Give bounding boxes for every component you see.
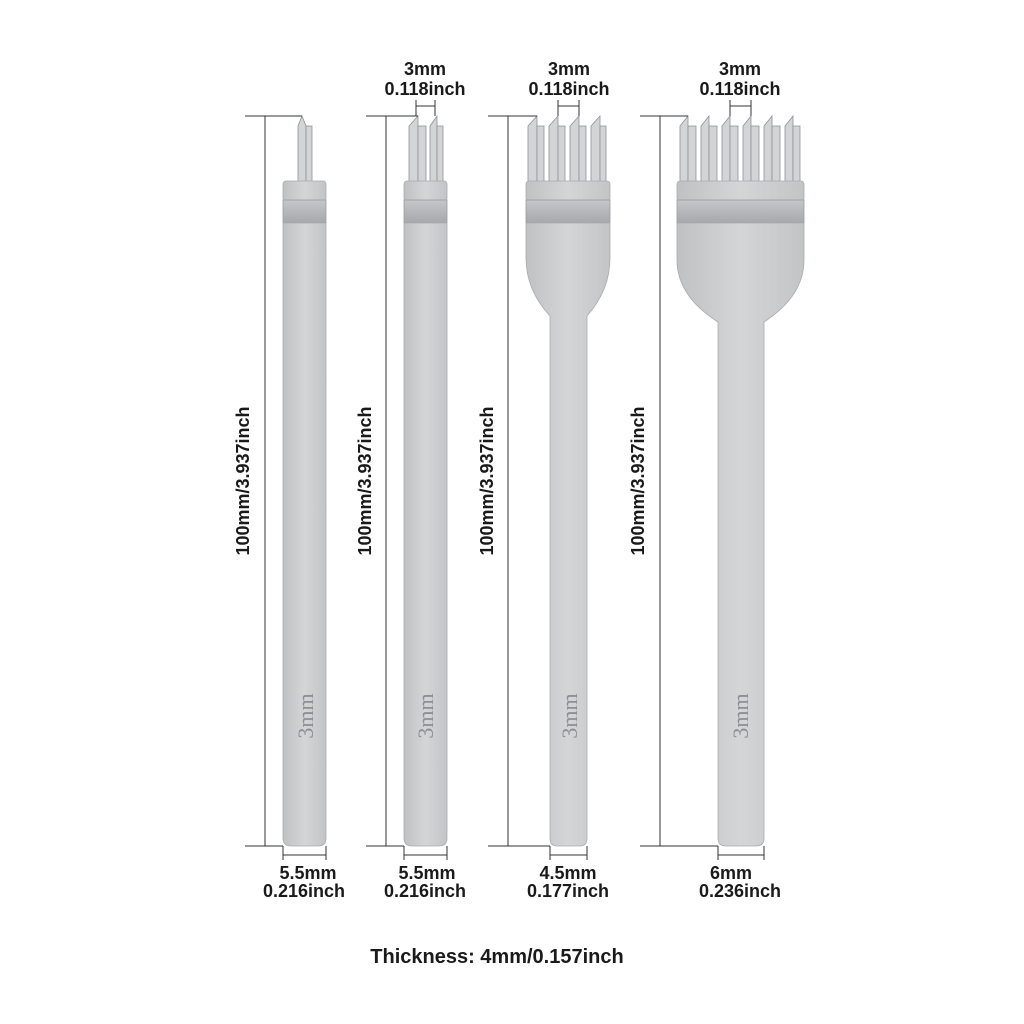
tool-2-prong-2b [437,126,443,182]
tool-1-head [283,181,326,201]
tool-4-spacing-inch: 0.118inch [699,79,781,99]
tool-3-prong-2b [558,126,565,182]
tool-3-prong-4b [600,126,606,182]
tool-2-prong-1 [409,116,418,182]
tool-3-length-label: 100mm/3.937inch [477,406,497,556]
tool-1-band [283,200,326,223]
tool-2-width-mm: 5.5mm [398,863,456,883]
tool-3-prong-2 [549,116,558,182]
tool-1-width-inch: 0.216inch [262,881,346,901]
tool-4-prong-3b [730,126,738,182]
tool-4-prong-5b [772,126,780,182]
tool-4-prong-1 [680,116,688,182]
tool-4-length-label: 100mm/3.937inch [628,406,648,556]
tool-4-width-inch: 0.236inch [698,881,782,901]
tool-2-head [404,181,447,201]
tool-2-spacing-inch: 0.118inch [384,79,466,99]
tool-2-shaft [404,223,447,846]
tool-4-prong-3 [722,116,730,182]
tool-2-stamp: 3mm [413,693,438,739]
tool-4-prong-4b [751,126,759,182]
tool-4-prong-5 [764,116,772,182]
tool-1-prong [298,116,306,182]
tool-4-prong-1b [688,126,696,182]
tool-4-spacing-mm: 3mm [718,59,762,79]
tool-3-band [526,200,610,223]
thickness-label: Thickness: 4mm/0.157inch [370,946,624,968]
tool-2-prong-2 [430,116,437,182]
tool-1-length-label: 100mm/3.937inch [233,406,253,556]
tool-3-prong-3b [579,126,586,182]
tool-1-width-mm: 5.5mm [279,863,337,883]
tool-2-length-label: 100mm/3.937inch [355,406,375,556]
tool-3-head [526,181,610,201]
tool-4-prong-2b [709,126,717,182]
tool-2-band [404,200,447,223]
tool-3-spacing-mm: 3mm [547,59,591,79]
tool-2 [355,59,466,901]
tool-3 [477,59,610,901]
tool-4-prong-2 [701,116,709,182]
tool-3-prong-3 [570,116,579,182]
tool-3-prong-1b [537,126,544,182]
tool-1-prong-2 [306,126,312,182]
tool-2-spacing-mm: 3mm [403,59,447,79]
tool-4-width-mm: 6mm [709,863,753,883]
tool-3-shaft [526,223,610,846]
tool-1 [233,116,345,901]
tool-4-prongs [680,116,800,182]
tool-4 [628,59,804,901]
tool-4-head [677,181,804,201]
tool-3-width-inch: 0.177inch [526,881,610,901]
tool-1-shaft [283,223,326,846]
tool-3-prongs [528,116,606,182]
tool-4-stamp: 3mm [728,693,753,739]
tool-2-width-inch: 0.216inch [383,881,467,901]
tool-3-stamp: 3mm [557,693,582,739]
tool-3-prong-1 [528,116,537,182]
tool-3-width-mm: 4.5mm [539,863,597,883]
tool-4-prong-6 [785,116,793,182]
tool-4-prong-4 [743,116,751,182]
tool-4-prong-6b [793,126,800,182]
tool-4-shaft [677,223,804,846]
tool-4-band [677,200,804,223]
tool-3-prong-4 [591,116,600,182]
tool-2-prong-1b [418,126,426,182]
tool-1-stamp: 3mm [293,693,318,739]
tool-3-spacing-inch: 0.118inch [528,79,610,99]
